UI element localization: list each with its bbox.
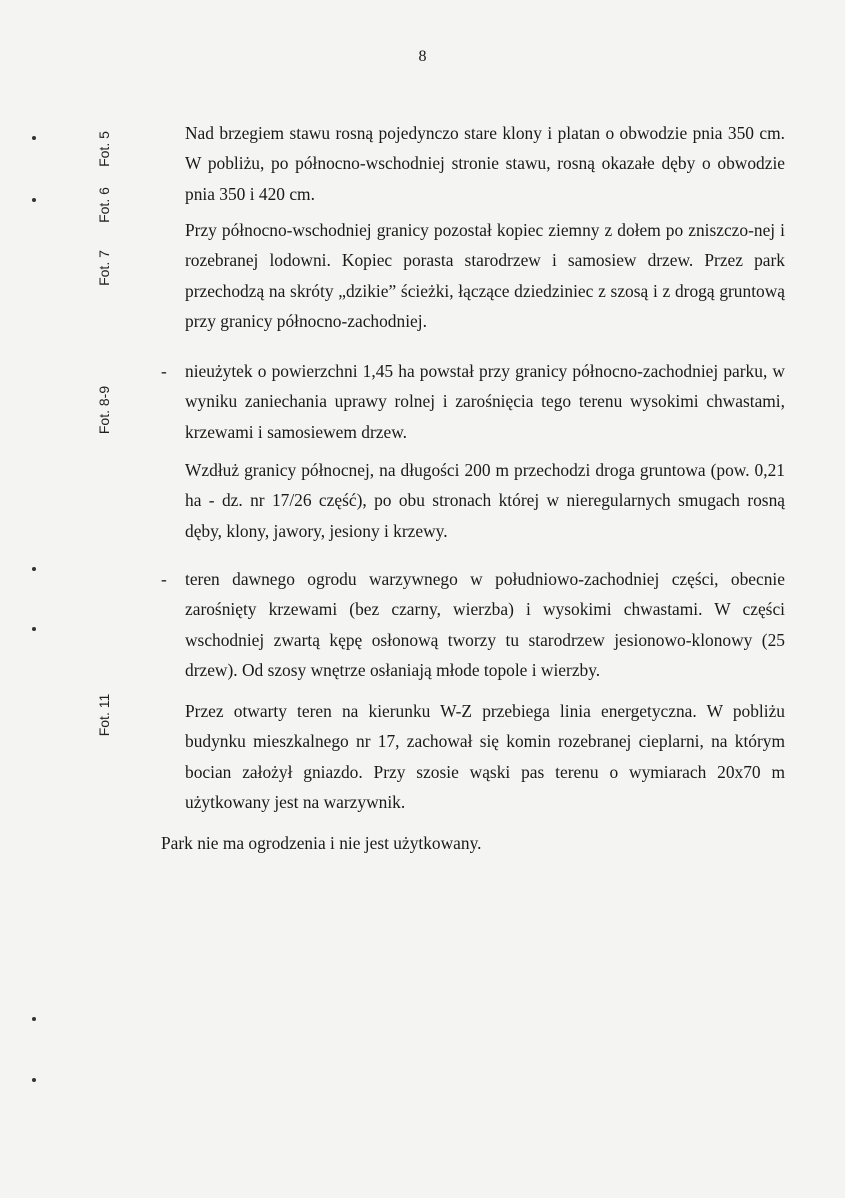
margin-dot [32, 627, 36, 631]
margin-dot [32, 1017, 36, 1021]
margin-dot [32, 198, 36, 202]
bullet-dash: - [161, 361, 167, 381]
bullet-2-continuation: Przez otwarty teren na kierunku W-Z przebiega linia energetyczna. W pobliżu budynku mieszkalnego nr 17, zachował się komin rozebranej cieplarni, na którym bocian założył gniazdo. Przy szosie wąski pas terenu o wymiarach 20x70 m użytkowany jest na warzywnik. [185, 701, 785, 813]
margin-label-fot-8-9: Fot. 8-9 [96, 385, 112, 435]
bullet-2-text: teren dawnego ogrodu warzywnego w południowo-zachodniej części, obecnie zarośnięty krzewami (bez czarny, wierzba) i wysokimi chwastami. W części wschodniej zwartą kępę osłonową tworzy tu starodrzew jesionowo-klonowy (25 drzew). Od szosy wnętrze osłaniają młode topole i wierzby. [185, 569, 785, 681]
margin-dot [32, 567, 36, 571]
margin-label-fot-6: Fot. 6 [96, 187, 112, 223]
paragraph-2: Przy północno-wschodniej granicy pozostał kopiec ziemny z dołem po zniszczo-nej i rozebranej lodowni. Kopiec porasta starodrzew i samosiew drzew. Przez park przechodzą na skróty „dzikie” ścieżki, łączące dziedziniec z szosą i z drogą gruntową przy granicy północno-zachodniej. [185, 220, 785, 332]
bullet-dash: - [161, 569, 167, 589]
margin-label-fot-7: Fot. 7 [96, 250, 112, 286]
margin-dot [32, 1078, 36, 1082]
margin-dot [32, 136, 36, 140]
margin-label-fot-11: Fot. 11 [96, 693, 112, 737]
paragraph-1: Nad brzegiem stawu rosną pojedynczo stare klony i platan o obwodzie pnia 350 cm. W pobliżu, po północno-wschodniej stronie stawu, rosną okazałe dęby o obwodzie pnia 350 i 420 cm. [185, 123, 785, 204]
bullet-1-continuation: Wzdłuż granicy północnej, na długości 200 m przechodzi droga gruntowa (pow. 0,21 ha - dz. nr 17/26 część), po obu stronach której w nieregularnych smugach rosną dęby, klony, jawory, jesiony i krzewy. [185, 460, 785, 541]
closing-statement: Park nie ma ogrodzenia i nie jest użytkowany. [161, 833, 482, 853]
page-number: 8 [418, 48, 427, 65]
bullet-1-text: nieużytek o powierzchni 1,45 ha powstał przy granicy północno-zachodniej parku, w wyniku zaniechania uprawy rolnej i zarośnięcia tego terenu wysokimi chwastami, krzewami i samosiewem drzew. [185, 361, 785, 442]
margin-label-fot-5: Fot. 5 [96, 131, 112, 167]
